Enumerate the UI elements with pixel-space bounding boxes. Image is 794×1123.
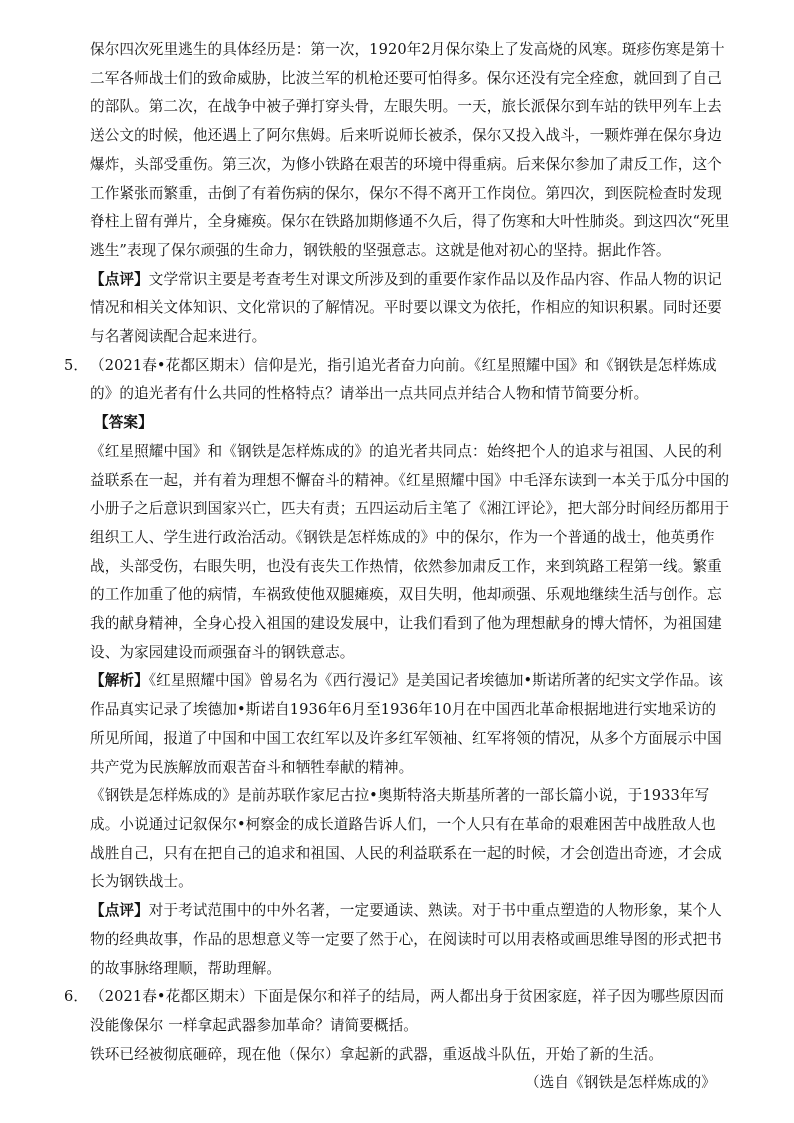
analysis-text-2: 《钢铁是怎样炼成的》是前苏联作家尼古拉•奥斯特洛夫斯基所著的一部长篇小说，于1933年写成。小说通过记叙保尔•柯察金的成长道路告诉人们，一个人只有在革命的艰难困苦中战胜敌人也战胜自己，只有在把自己的追求和祖国、人民的利益联系在一起的时候，才会创造出奇迹，才会成长为钢铁战士。 [90, 787, 722, 891]
question-text: （2021春•花都区期末）下面是保尔和祥子的结局，两人都出身于贫困家庭，祥子因为哪些原因而没能像保尔 一样拿起武器参加革命？请简要概括。 [90, 988, 725, 1034]
intro-paragraph: 保尔四次死里逃生的具体经历是：第一次，1920年2月保尔染上了发高烧的风寒。斑疹伤寒是第十二军各师战士们的致命威胁，比波兰军的机枪还要可怕得多。保尔还没有完全痊愈，就回到了自己的部队。第二次，在战争中被子弹打穿头骨，左眼失明。一天，旅长派保尔到车站的铁甲列车上去送公文的时候，他还遇上了阿尔焦姆。后来听说师长被杀，保尔又投入战斗，一颗炸弹在保尔身边爆炸，头部受重伤。第三次，为修小铁路在艰苦的环境中得重病。后来保尔参加了肃反工作，这个工作紧张而繁重，击倒了有着伤病的保尔，保尔不得不离开工作岗位。第四次，到医院检查时发现脊柱上留有弹片，全身瘫痪。保尔在铁路加期修通不久后，得了伤寒和大叶性肺炎。到这四次“死里逃生”表现了保尔顽强的生命力，钢铁般的坚强意志。这就是他对初心的坚持。据此作答。 [90, 41, 730, 259]
question-number: 6． [64, 988, 89, 1006]
document-content [64, 36, 730, 1098]
question-number: 5． [64, 356, 89, 374]
analysis-tag: 【解析】 [90, 672, 149, 690]
comment-text: 对于考试范围中的中外名著，一定要通读、熟读。对于书中重点塑造的人物形象，某个人物的经典故事，作品的思想意义等一定要了然于心，在阅读时可以用表格或画思维导图的形式把书的故事脉络理顺，帮助理解。 [90, 902, 722, 977]
comment-tag: 【点评】 [90, 270, 149, 288]
question-text: （2021春•花都区期末）信仰是光，指引追光者奋力向前。《红星照耀中国》和《钢铁是怎样炼成的》的追光者有什么共同的性格特点？请举出一点共同点并结合人物和情节简要分析。 [90, 356, 717, 403]
comment-block-2 [90, 897, 730, 983]
quote-source: （选自《钢铁是怎样炼成的》 [524, 1074, 716, 1092]
question-5 [64, 352, 730, 409]
question-6 [64, 983, 730, 1040]
answer-label: 【答案】 [94, 414, 153, 432]
comment-block-1 [90, 266, 730, 352]
analysis-text-1: 《红星照耀中国》曾易名为《西行漫记》是美国记者埃德加•斯诺所著的纪实文学作品。该作品真实记录了埃德加•斯诺自1936年6月至1936年10月在中国西北革命根据地进行实地采访的所见所闻，报道了中国和中国工农红军以及许多红军领袖、红军将领的情况，从多个方面展示中国共产党为民族解放而艰苦奋斗和牺牲奉献的精神。 [90, 672, 724, 776]
quote-text: 铁环已经被彻底砸碎，现在他（保尔）拿起新的武器，重返战斗队伍，开始了新的生活。 [90, 1045, 664, 1063]
comment-text: 文学常识主要是考查考生对课文所涉及到的重要作家作品以及作品内容、作品人物的识记情况和相关文体知识、文化常识的了解情况。平时要以课文为依托，作相应的知识积累。同时还要与名著阅读配合起来进行。 [90, 270, 722, 346]
comment-tag: 【点评】 [90, 902, 149, 920]
analysis-block [90, 667, 730, 782]
answer-text: 《红星照耀中国》和《钢铁是怎样炼成的》的追光者共同点：始终把个人的追求与祖国、人民的利益联系在一起，并有着为理想不懈奋斗的精神。《红星照耀中国》中毛泽东读到一本关于瓜分中国的小册子之后意识到国家兴亡，匹夫有责；五四运动后主笔了《湘江评论》，把大部分时间经历都用于组织工人、学生进行政治活动。《钢铁是怎样炼成的》中的保尔，作为一个普通的战士，他英勇作战，头部受伤，右眼失明，也没有丧失工作热情，依然参加肃反工作，来到筑路工程第一线。繁重的工作加重了他的病情，车祸致使他双腿瘫痪，双目失明，他却顽强、乐观地继续生活与创作。忘我的献身精神，全身心投入祖国的建设发展中，让我们看到了他为理想献身的博大情怀，为祖国建设、为家园建设而顽强奋斗的钢铁意志。 [90, 442, 730, 661]
